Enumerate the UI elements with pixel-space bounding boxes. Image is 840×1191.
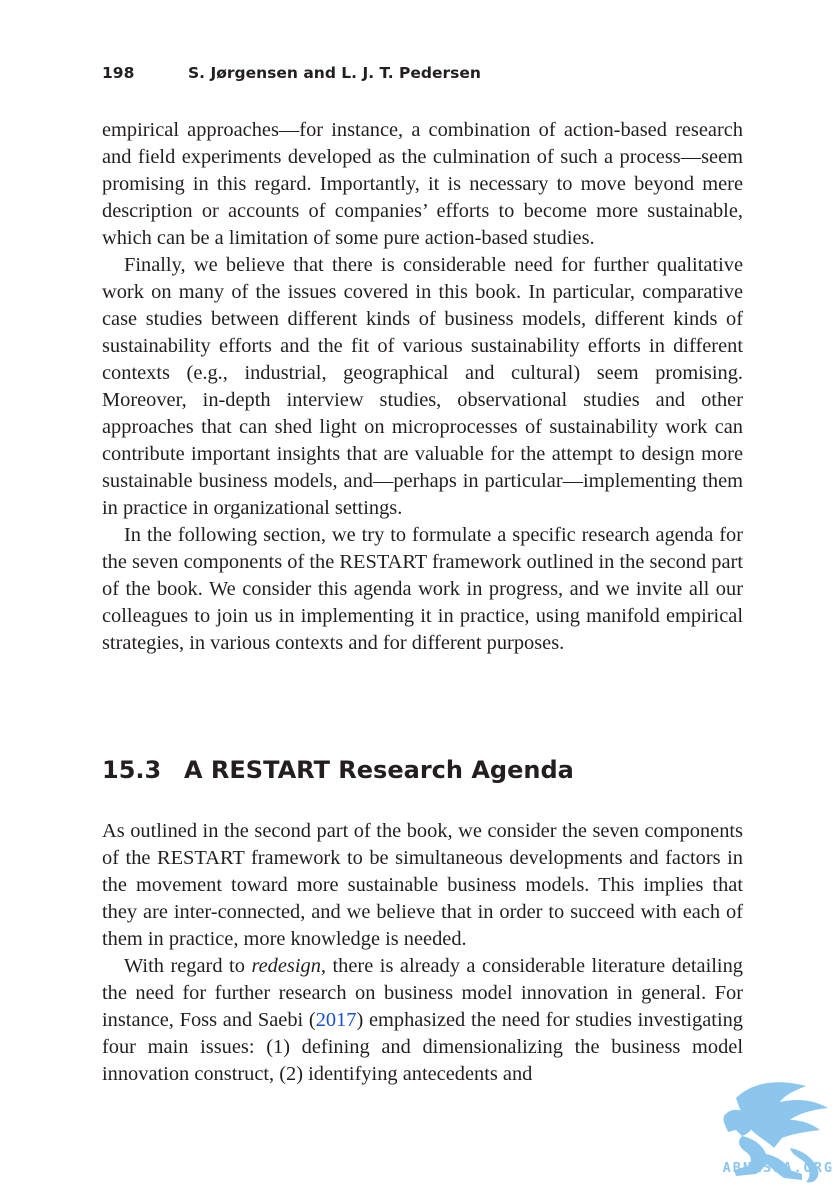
running-header-authors: S. Jørgensen and L. J. T. Pedersen [188, 64, 481, 82]
watermark-text: ABNASIA.ORG [722, 1160, 834, 1176]
page-number: 198 [102, 64, 135, 82]
section-title: A RESTART Research Agenda [184, 756, 574, 784]
section-heading [102, 756, 574, 784]
emphasis-redesign: redesign [251, 955, 321, 977]
paragraph: Finally, we believe that there is considerable need for further qualitative work on many of the issues covered in this book. In particular, comparative case studies between different kinds of business models, different kinds of sustainability efforts and the fit of various sustainability efforts in different contexts (e.g., industrial, geographical and cultural) seem promising. Moreover, in-depth interview studies, observational studies and other approaches that can shed light on microprocesses of sustainability work can contribute important insights that are valuable for the attempt to design more sustainable business models, and—perhaps in particular—implementing them in practice in organizational settings. [102, 254, 743, 519]
text-run: , there is already a considerable literature detailing the need for further research on business model innovation in general. For instance, Foss and Saebi ( [102, 955, 743, 1031]
paragraph: empirical approaches—for instance, a combination of action-based research and field experiments developed as the culmination of such a process—seem promising in this regard. Importantly, it is necessary to move beyond mere description or accounts of companies’ efforts to become more sustainable, which can be a limitation of some pure action-based studies. [102, 119, 743, 249]
section-number: 15.3 [102, 756, 162, 784]
running-header [102, 64, 481, 82]
paragraph [102, 953, 743, 1088]
citation-link[interactable]: 2017 [315, 1009, 357, 1031]
paragraph: In the following section, we try to formulate a specific research agenda for the seven components of the RESTART framework outlined in the second part of the book. We consider this agenda work in progress, and we invite all our colleagues to join us in implementing it in practice, using manifold empirical strategies, in various contexts and for different purposes. [102, 524, 743, 654]
text-run: ) emphasized the need for studies investigating four main issues: (1) defining and dimensionalizing the business model innovation construct, (2) identifying antecedents and [102, 1009, 743, 1085]
body-text-top [102, 117, 743, 657]
body-text-bottom [102, 818, 743, 1088]
text-run: With regard to [124, 955, 252, 977]
paragraph: As outlined in the second part of the book, we consider the seven components of the RESTART framework to be simultaneous developments and factors in the movement toward more sustainable business models. This implies that they are inter-connected, and we believe that in order to succeed with each of them in practice, more knowledge is needed. [102, 820, 743, 950]
